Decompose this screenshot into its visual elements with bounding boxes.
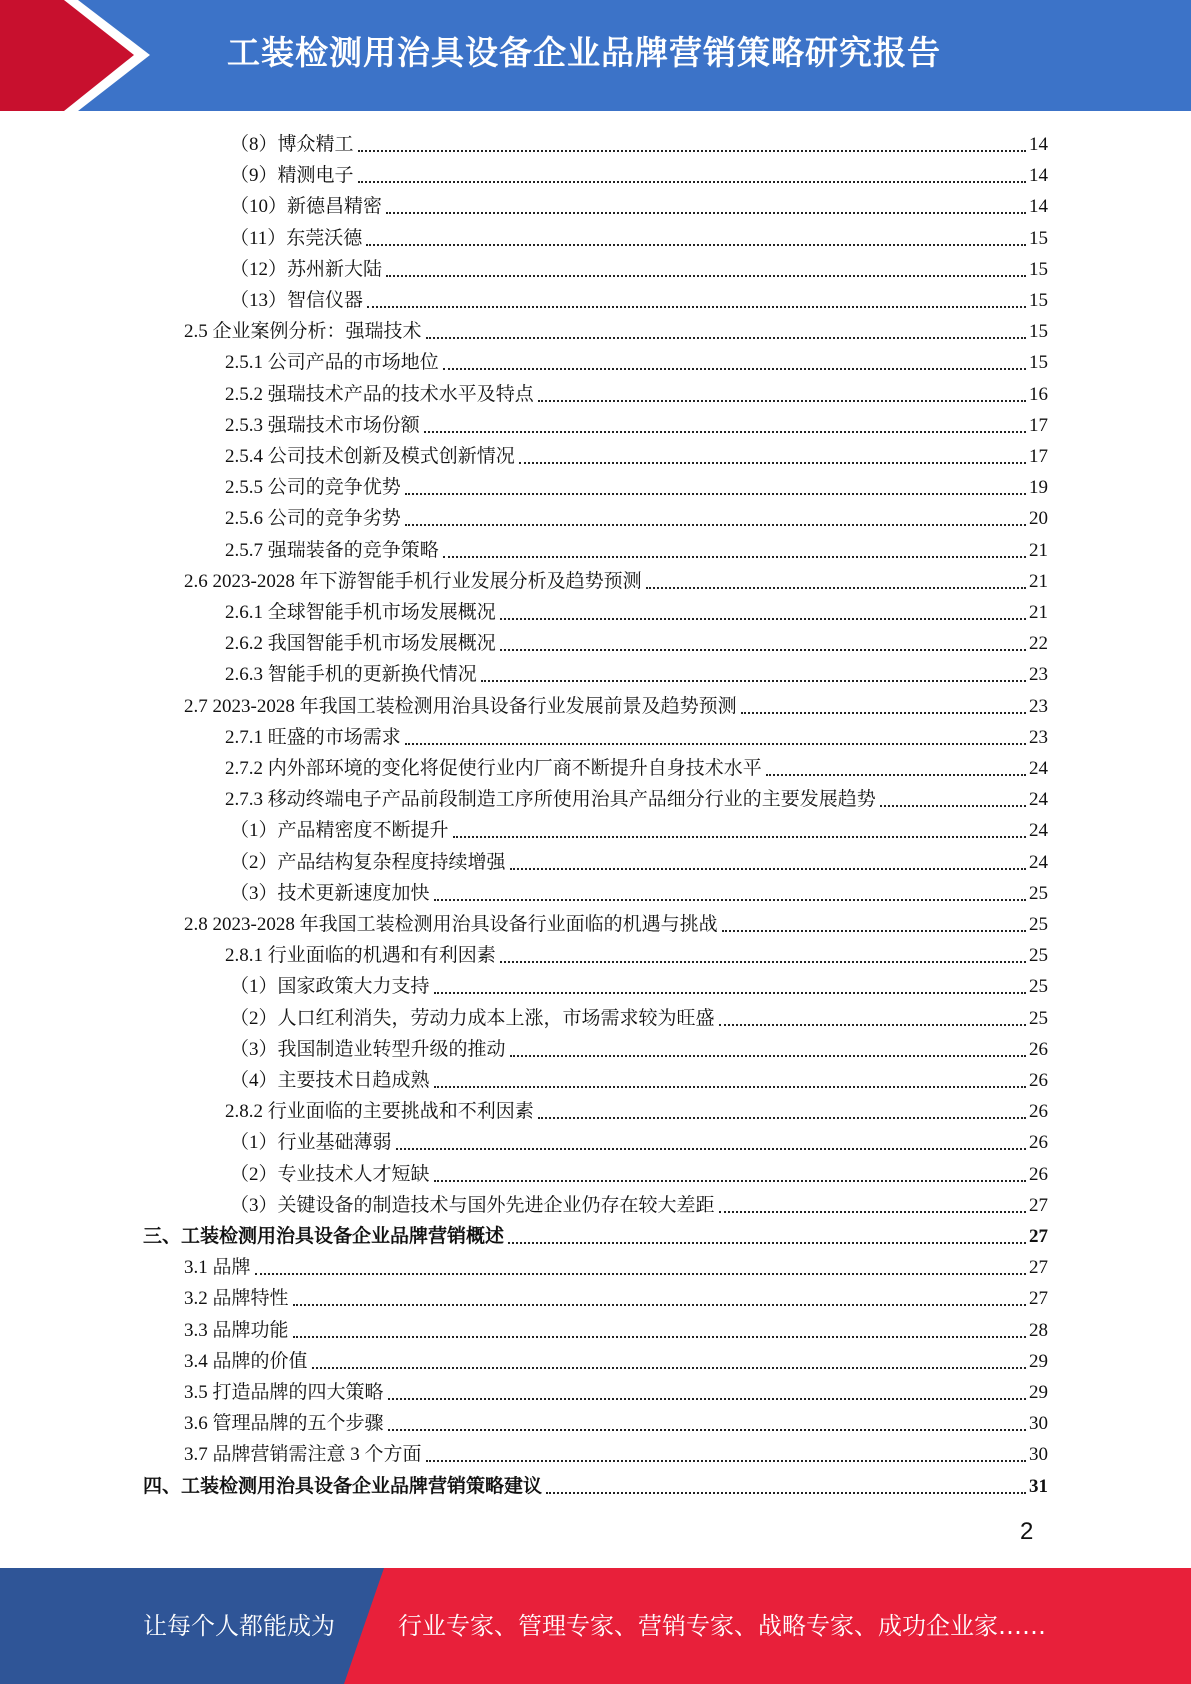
toc-entry[interactable]: [225, 438, 1048, 469]
toc-entry[interactable]: [230, 1031, 1048, 1062]
toc-leader-dots: [500, 649, 1026, 651]
toc-leader-dots: [646, 587, 1026, 589]
toc-entry-label: 2.8.1 行业面临的机遇和有利因素: [225, 945, 496, 966]
toc-entry-label: 2.5.5 公司的竞争优势: [225, 477, 401, 498]
page-number: 2: [1020, 1518, 1034, 1545]
toc-entry[interactable]: [143, 1218, 1048, 1249]
toc-leader-dots: [443, 556, 1026, 558]
toc-entry-page: 24: [1029, 852, 1048, 873]
toc-entry-label: （12）苏州新大陆: [230, 259, 383, 280]
toc-entry[interactable]: [184, 1249, 1048, 1280]
toc-entry-page: 25: [1029, 945, 1048, 966]
toc-leader-dots: [358, 181, 1026, 183]
toc-entry[interactable]: [143, 1468, 1048, 1499]
toc-entry[interactable]: [230, 1187, 1048, 1218]
toc-entry[interactable]: [184, 1374, 1048, 1405]
toc-entry[interactable]: [230, 812, 1048, 843]
toc-leader-dots: [426, 337, 1026, 339]
toc-entry-page: 25: [1029, 914, 1048, 935]
toc-entry-page: 19: [1029, 477, 1048, 498]
toc-leader-dots: [719, 1024, 1026, 1026]
toc-leader-dots: [366, 244, 1026, 246]
report-title: 工装检测用治具设备企业品牌营销策略研究报告: [227, 33, 941, 72]
toc-entry[interactable]: [225, 407, 1048, 438]
toc-leader-dots: [722, 930, 1026, 932]
toc-leader-dots: [443, 368, 1026, 370]
toc-leader-dots: [510, 868, 1026, 870]
toc-leader-dots: [546, 1492, 1026, 1494]
toc-entry-label: 2.7.2 内外部环境的变化将促使行业内厂商不断提升自身技术水平: [225, 758, 762, 779]
toc-leader-dots: [434, 1180, 1026, 1182]
toc-entry-page: 23: [1029, 696, 1048, 717]
toc-entry-page: 27: [1029, 1257, 1048, 1278]
toc-leader-dots: [367, 306, 1026, 308]
toc-leader-dots: [434, 1086, 1026, 1088]
toc-entry-page: 20: [1029, 508, 1048, 529]
toc-entry[interactable]: [225, 1093, 1048, 1124]
toc-leader-dots: [434, 992, 1026, 994]
toc-entry[interactable]: [225, 937, 1048, 968]
toc-leader-dots: [766, 774, 1026, 776]
toc-entry[interactable]: [230, 251, 1048, 282]
toc-entry[interactable]: [184, 1436, 1048, 1467]
toc-entry[interactable]: [230, 1156, 1048, 1187]
toc-entry[interactable]: [225, 344, 1048, 375]
toc-entry-label: （2）产品结构复杂程度持续增强: [230, 852, 506, 873]
toc-entry-label: 2.5.3 强瑞技术市场份额: [225, 415, 420, 436]
toc-entry-label: 2.6.3 智能手机的更新换代情况: [225, 664, 477, 685]
toc-entry[interactable]: [230, 968, 1048, 999]
toc-leader-dots: [453, 836, 1026, 838]
toc-entry-label: 2.5.7 强瑞装备的竞争策略: [225, 540, 439, 561]
toc-entry-label: 三、工装检测用治具设备企业品牌营销概述: [143, 1226, 505, 1247]
toc-leader-dots: [426, 1460, 1026, 1462]
toc-entry-label: 3.4 品牌的价值: [184, 1351, 308, 1372]
toc-entry-label: （10）新德昌精密: [230, 196, 383, 217]
footer-slogan-left: 让每个人都能成为: [143, 1612, 335, 1640]
toc-entry-page: 30: [1029, 1413, 1048, 1434]
toc-entry-label: 3.2 品牌特性: [184, 1288, 289, 1309]
toc-leader-dots: [388, 1398, 1026, 1400]
toc-entry-label: 3.7 品牌营销需注意 3 个方面: [184, 1444, 422, 1465]
toc-entry-page: 23: [1029, 664, 1048, 685]
toc-entry-label: 四、工装检测用治具设备企业品牌营销策略建议: [143, 1476, 543, 1497]
toc-entry-label: （13）智信仪器: [230, 290, 364, 311]
toc-entry[interactable]: [184, 1405, 1048, 1436]
toc-entry-page: 27: [1029, 1288, 1048, 1309]
toc-entry-page: 16: [1029, 384, 1048, 405]
toc-entry-page: 30: [1029, 1444, 1048, 1465]
toc-entry-page: 14: [1029, 196, 1048, 217]
toc-entry[interactable]: [225, 532, 1048, 563]
toc-entry[interactable]: [184, 313, 1048, 344]
toc-leader-dots: [500, 961, 1026, 963]
toc-leader-dots: [538, 1117, 1026, 1119]
toc-entry[interactable]: [184, 1280, 1048, 1311]
toc-entry-label: 2.6.2 我国智能手机市场发展概况: [225, 633, 496, 654]
toc-entry[interactable]: [225, 781, 1048, 812]
toc-entry-page: 26: [1029, 1070, 1048, 1091]
toc-entry[interactable]: [184, 1312, 1048, 1343]
toc-entry-page: 26: [1029, 1132, 1048, 1153]
toc-entry-label: （4）主要技术日趋成熟: [230, 1070, 430, 1091]
toc-entry[interactable]: [184, 1343, 1048, 1374]
toc-leader-dots: [255, 1273, 1026, 1275]
toc-entry-page: 25: [1029, 883, 1048, 904]
toc-entry-label: 2.5.1 公司产品的市场地位: [225, 352, 439, 373]
toc-entry[interactable]: [225, 594, 1048, 625]
toc-entry-page: 24: [1029, 758, 1048, 779]
toc-leader-dots: [510, 1055, 1026, 1057]
toc-entry-page: 31: [1029, 1476, 1048, 1497]
toc-leader-dots: [293, 1304, 1026, 1306]
toc-entry-label: 3.1 品牌: [184, 1257, 251, 1278]
page-footer: [0, 1568, 1191, 1684]
toc-entry-label: 2.7.1 旺盛的市场需求: [225, 727, 401, 748]
toc-entry[interactable]: [184, 563, 1048, 594]
toc-entry-page: 14: [1029, 134, 1048, 155]
toc-entry-page: 15: [1029, 228, 1048, 249]
toc-entry[interactable]: [225, 469, 1048, 500]
toc-entry-page: 27: [1029, 1226, 1048, 1247]
toc-entry-page: 25: [1029, 976, 1048, 997]
toc-leader-dots: [388, 1429, 1026, 1431]
toc-entry-label: （1）国家政策大力支持: [230, 976, 430, 997]
toc-entry[interactable]: [230, 282, 1048, 313]
toc-entry-page: 15: [1029, 290, 1048, 311]
toc-leader-dots: [741, 712, 1026, 714]
toc-entry-page: 21: [1029, 571, 1048, 592]
toc-entry-page: 22: [1029, 633, 1048, 654]
toc-entry-page: 29: [1029, 1351, 1048, 1372]
toc-entry[interactable]: [184, 906, 1048, 937]
toc-entry[interactable]: [184, 688, 1048, 719]
toc-entry-label: （1）行业基础薄弱: [230, 1132, 392, 1153]
toc-entry-label: 2.5 企业案例分析：强瑞技术: [184, 321, 422, 342]
toc-entry[interactable]: [230, 875, 1048, 906]
toc-leader-dots: [405, 493, 1026, 495]
toc-leader-dots: [508, 1242, 1026, 1244]
toc-entry[interactable]: [230, 1000, 1048, 1031]
toc-leader-dots: [396, 1148, 1026, 1150]
toc-leader-dots: [386, 212, 1026, 214]
toc-entry-label: 2.8.2 行业面临的主要挑战和不利因素: [225, 1101, 534, 1122]
toc-entry[interactable]: [225, 376, 1048, 407]
toc-entry-label: （9）精测电子: [230, 165, 354, 186]
toc-entry-label: 2.7 2023-2028 年我国工装检测用治具设备行业发展前景及趋势预测: [184, 696, 737, 717]
toc-entry-label: （8）博众精工: [230, 134, 354, 155]
toc-entry[interactable]: [230, 220, 1048, 251]
toc-entry-page: 15: [1029, 352, 1048, 373]
toc-entry-page: 29: [1029, 1382, 1048, 1403]
toc-entry-page: 17: [1029, 415, 1048, 436]
toc-entry-label: 2.8 2023-2028 年我国工装检测用治具设备行业面临的机遇与挑战: [184, 914, 718, 935]
toc-entry[interactable]: [230, 157, 1048, 188]
toc-entry-label: （1）产品精密度不断提升: [230, 820, 449, 841]
toc-leader-dots: [500, 618, 1026, 620]
toc-entry-label: （3）关键设备的制造技术与国外先进企业仍存在较大差距: [230, 1195, 715, 1216]
toc-entry-page: 14: [1029, 165, 1048, 186]
toc-leader-dots: [293, 1336, 1026, 1338]
toc-entry[interactable]: [225, 500, 1048, 531]
toc-leader-dots: [434, 899, 1026, 901]
toc-leader-dots: [538, 400, 1026, 402]
toc-entry-label: 2.5.4 公司技术创新及模式创新情况: [225, 446, 515, 467]
toc-entry-page: 17: [1029, 446, 1048, 467]
toc-leader-dots: [519, 462, 1026, 464]
toc-entry-page: 21: [1029, 602, 1048, 623]
toc-entry-label: 2.7.3 移动终端电子产品前段制造工序所使用治具产品细分行业的主要发展趋势: [225, 789, 876, 810]
toc-leader-dots: [424, 431, 1026, 433]
toc-entry-page: 23: [1029, 727, 1048, 748]
toc-entry-label: （3）技术更新速度加快: [230, 883, 430, 904]
toc-entry-page: 21: [1029, 540, 1048, 561]
toc-entry-label: 3.6 管理品牌的五个步骤: [184, 1413, 384, 1434]
toc-leader-dots: [358, 150, 1026, 152]
toc-leader-dots: [405, 743, 1026, 745]
toc-entry-label: 3.3 品牌功能: [184, 1320, 289, 1341]
toc-entry-label: 2.5.6 公司的竞争劣势: [225, 508, 401, 529]
toc-leader-dots: [386, 275, 1026, 277]
toc-entry[interactable]: [230, 844, 1048, 875]
toc-entry-page: 24: [1029, 820, 1048, 841]
toc-entry-label: （2）人口红利消失，劳动力成本上涨，市场需求较为旺盛: [230, 1008, 715, 1029]
toc-entry-label: 3.5 打造品牌的四大策略: [184, 1382, 384, 1403]
toc-entry-page: 28: [1029, 1320, 1048, 1341]
toc-entry-page: 26: [1029, 1101, 1048, 1122]
toc-entry-label: （2）专业技术人才短缺: [230, 1164, 430, 1185]
toc-entry-page: 15: [1029, 259, 1048, 280]
toc-entry-label: （3）我国制造业转型升级的推动: [230, 1039, 506, 1060]
toc-entry[interactable]: [230, 188, 1048, 219]
footer-slogan-right: 行业专家、管理专家、营销专家、战略专家、成功企业家……: [398, 1612, 1046, 1640]
toc-leader-dots: [719, 1211, 1026, 1213]
toc-entry[interactable]: [225, 625, 1048, 656]
toc-entry-page: 27: [1029, 1195, 1048, 1216]
toc-leader-dots: [880, 805, 1026, 807]
toc-entry[interactable]: [230, 1124, 1048, 1155]
toc-entry-label: 2.6.1 全球智能手机市场发展概况: [225, 602, 496, 623]
toc-entry-label: 2.5.2 强瑞技术产品的技术水平及特点: [225, 384, 534, 405]
toc-entry[interactable]: [225, 750, 1048, 781]
toc-entry[interactable]: [230, 1062, 1048, 1093]
toc-entry-page: 24: [1029, 789, 1048, 810]
page-header: [0, 0, 1191, 111]
toc-entry-page: 26: [1029, 1039, 1048, 1060]
toc-entry-page: 26: [1029, 1164, 1048, 1185]
toc-entry-page: 25: [1029, 1008, 1048, 1029]
toc-leader-dots: [405, 524, 1026, 526]
toc-entry-label: （11）东莞沃德: [230, 228, 363, 249]
toc-entry[interactable]: [225, 656, 1048, 687]
toc-leader-dots: [481, 680, 1026, 682]
toc-entry[interactable]: [225, 719, 1048, 750]
toc-entry-label: 2.6 2023-2028 年下游智能手机行业发展分析及趋势预测: [184, 571, 642, 592]
toc-leader-dots: [312, 1367, 1026, 1369]
toc-entry-page: 15: [1029, 321, 1048, 342]
toc-entry[interactable]: [230, 126, 1048, 157]
